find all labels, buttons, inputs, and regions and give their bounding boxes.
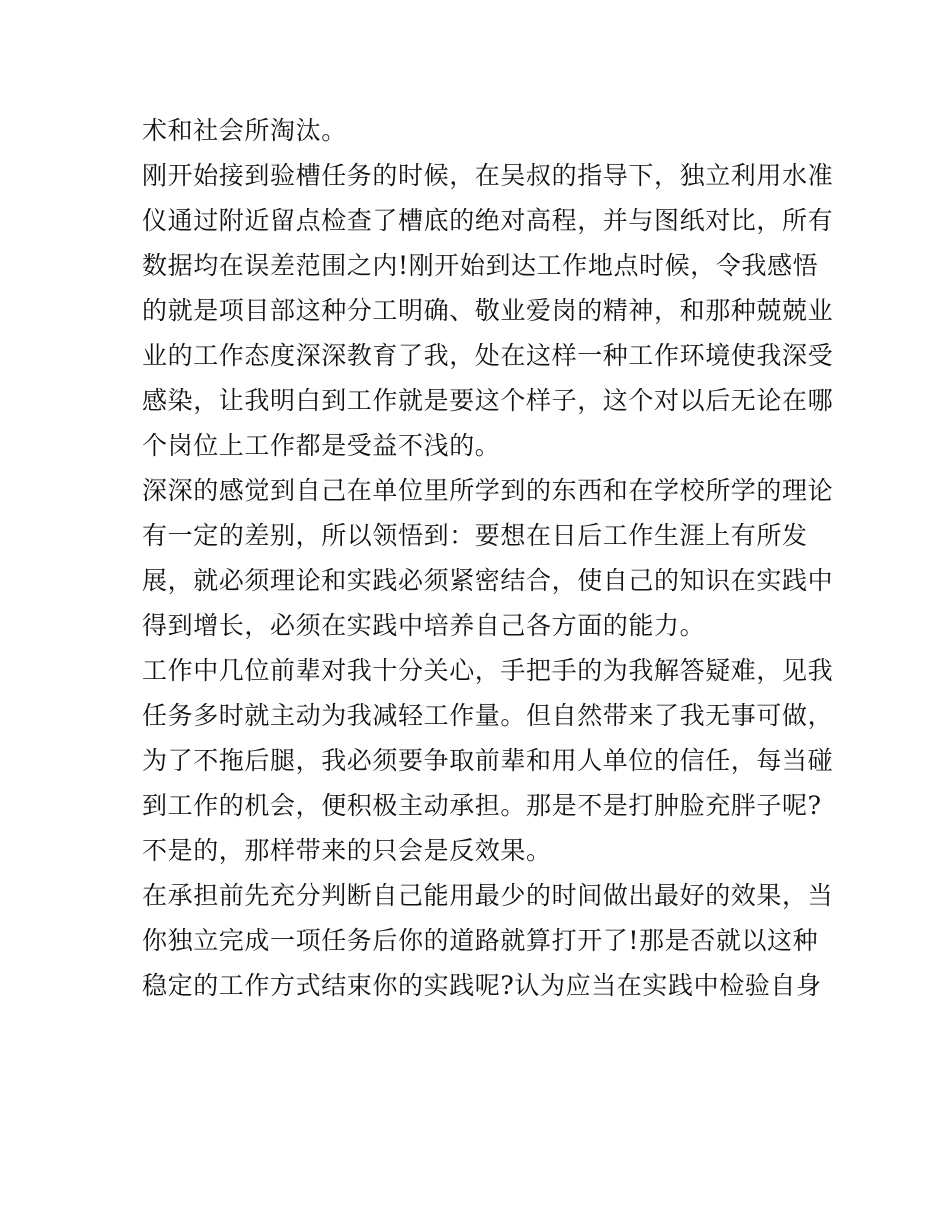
document-body xyxy=(142,108,834,1008)
text-line: 仪通过附近留点检查了槽底的绝对高程，并与图纸对比，所有 xyxy=(142,206,834,235)
text-line: 到工作的机会，便积极主动承担。那是不是打肿脸充胖子呢? xyxy=(142,791,822,820)
text-line: 术和社会所淘汰。 xyxy=(142,116,347,145)
text-line: 任务多时就主动为我减轻工作量。但自然带来了我无事可做， xyxy=(142,701,834,730)
text-line: 的就是项目部这种分工明确、敬业爱岗的精神，和那种兢兢业 xyxy=(142,296,834,325)
text-line: 个岗位上工作都是受益不浅的。 xyxy=(142,431,501,460)
text-line: 深深的感觉到自己在单位里所学到的东西和在学校所学的理论 xyxy=(142,476,834,505)
text-line: 刚开始接到验槽任务的时候，在吴叔的指导下，独立利用水准 xyxy=(142,161,834,190)
text-line: 工作中几位前辈对我十分关心，手把手的为我解答疑难，见我 xyxy=(142,656,834,685)
text-line: 你独立完成一项任务后你的道路就算打开了!那是否就以这种 xyxy=(142,926,819,955)
text-line: 数据均在误差范围之内!刚开始到达工作地点时候，令我感悟 xyxy=(142,251,819,280)
text-line: 不是的，那样带来的只会是反效果。 xyxy=(142,836,552,865)
text-line: 有一定的差别，所以领悟到：要想在日后工作生涯上有所发 xyxy=(142,521,808,550)
text-line: 得到增长，必须在实践中培养自己各方面的能力。 xyxy=(142,611,706,640)
text-line: 为了不拖后腿，我必须要争取前辈和用人单位的信任，每当碰 xyxy=(142,746,834,775)
text-line: 在承担前先充分判断自己能用最少的时间做出最好的效果，当 xyxy=(142,881,834,910)
text-line: 感染，让我明白到工作就是要这个样子，这个对以后无论在哪 xyxy=(142,386,834,415)
text-line: 展，就必须理论和实践必须紧密结合，使自己的知识在实践中 xyxy=(142,566,834,595)
text-line: 业的工作态度深深教育了我，处在这样一种工作环境使我深受 xyxy=(142,341,834,370)
text-line: 稳定的工作方式结束你的实践呢?认为应当在实践中检验自身 xyxy=(142,971,822,1000)
